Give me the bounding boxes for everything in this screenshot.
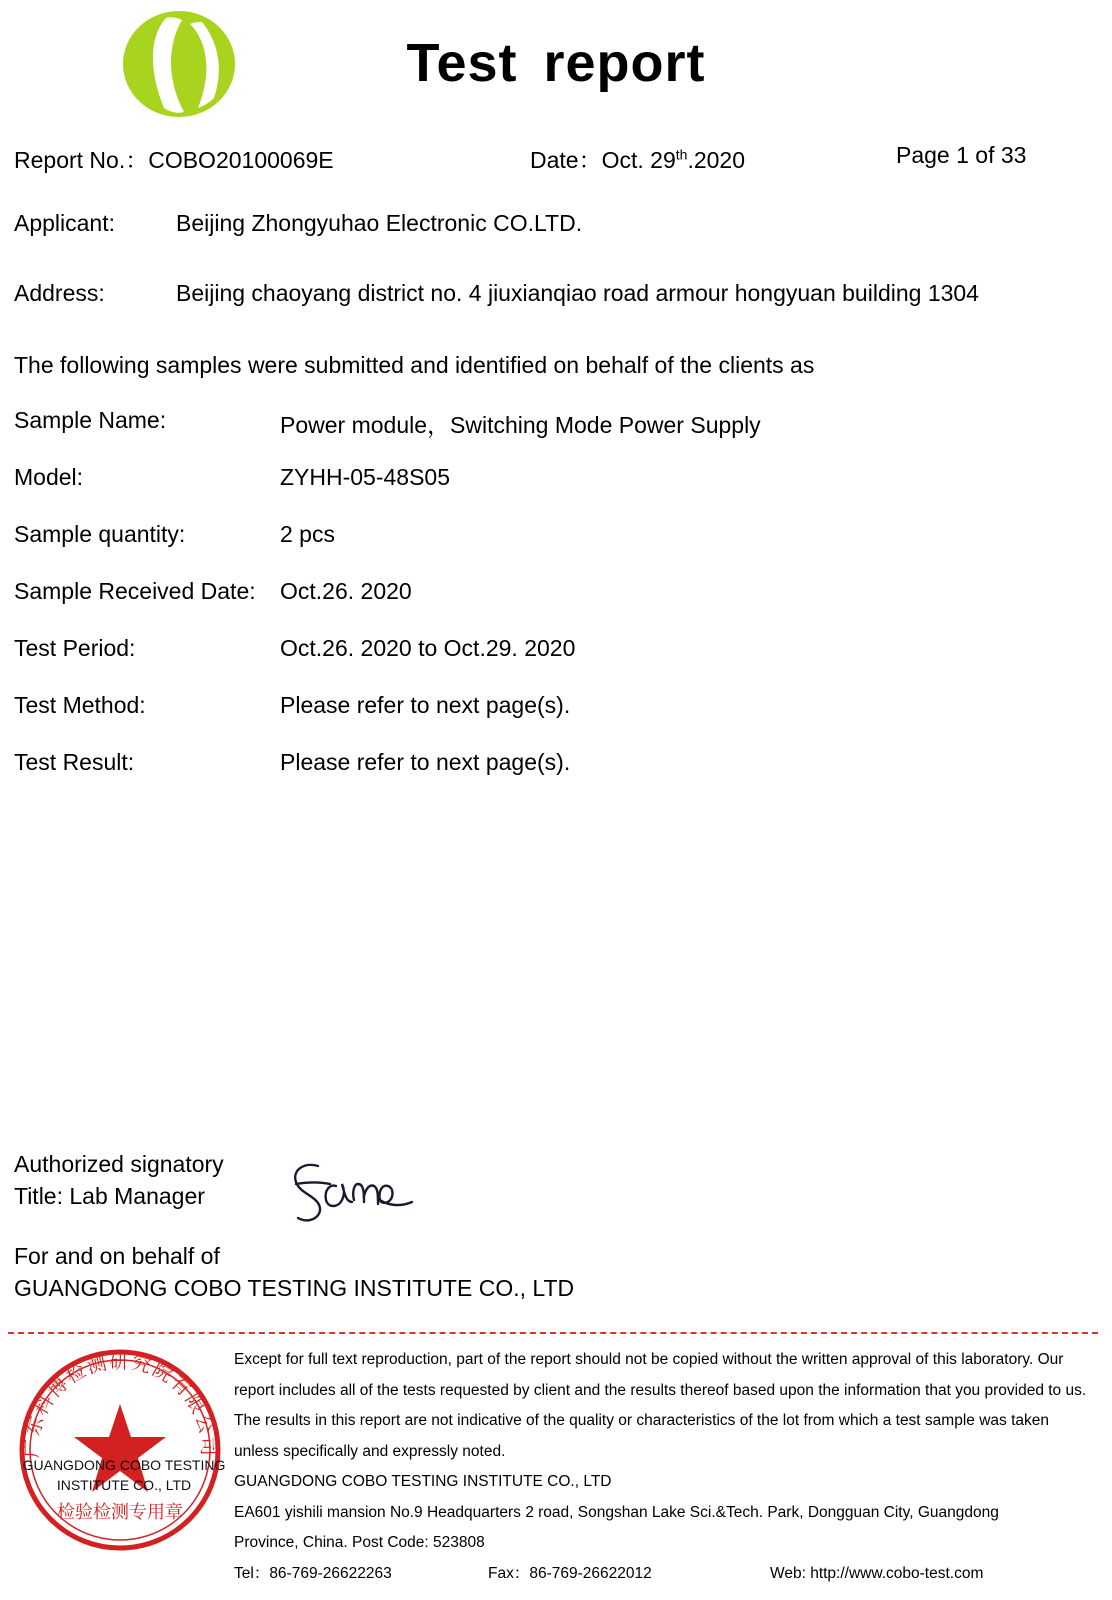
disclaimer-line-3: The results in this report are not indicative of the quality or characteristics of the lot from which a test sample was taken	[234, 1412, 1049, 1429]
stamp-text-line-1: GUANGDONG COBO TESTING	[22, 1457, 226, 1473]
test-result-value: Please refer to next page(s).	[280, 749, 571, 775]
sample-details	[8, 407, 1104, 785]
report-number-label: Report No.：	[14, 147, 149, 173]
test-result-label: Test Result:	[14, 749, 135, 775]
model-label: Model:	[14, 464, 84, 490]
report-meta-row	[8, 142, 1104, 188]
behalf-line-1: For and on behalf of	[14, 1243, 220, 1269]
title-word-test: Test	[406, 33, 518, 93]
address-value: Beijing chaoyang district no. 4 jiuxianqiao road armour hongyuan building 1304	[176, 280, 979, 306]
footer-text	[234, 1347, 1090, 1585]
sample-received-date-row	[8, 578, 1104, 614]
official-stamp	[12, 1342, 228, 1558]
test-method-row	[8, 692, 1104, 728]
footer-contact-row	[234, 1561, 1090, 1585]
report-date-ordinal: th	[675, 146, 688, 163]
applicant-row	[8, 210, 1104, 246]
test-result-row	[8, 749, 1104, 785]
applicant-block	[8, 210, 1104, 316]
test-method-label: Test Method:	[14, 692, 146, 718]
stamp-text-line-2: INSTITUTE CO., LTD	[56, 1477, 192, 1493]
behalf-line-2: GUANGDONG COBO TESTING INSTITUTE CO., LTD	[14, 1275, 575, 1301]
disclaimer-line-4: unless specifically and expressly noted.	[234, 1442, 506, 1460]
test-period-value: Oct.26. 2020 to Oct.29. 2020	[280, 635, 576, 661]
disclaimer-line-2: report includes all of the tests requested by client and the results thereof based upon the information that you provided to us.	[234, 1381, 1087, 1399]
authorized-signatory-label: Authorized signatory	[14, 1151, 224, 1177]
sample-name-value: Power module，Switching Mode Power Supply	[280, 412, 761, 438]
footer-web[interactable]: Web: http://www.cobo-test.com	[770, 1564, 984, 1582]
address-label: Address:	[14, 280, 105, 306]
footer-company: GUANGDONG COBO TESTING INSTITUTE CO., LTD	[234, 1473, 612, 1490]
footer-fax: Fax：86-769-26622012	[488, 1564, 652, 1582]
report-date-value: Oct. 29	[601, 147, 676, 173]
report-date-label: Date：	[530, 147, 602, 173]
sample-quantity-row	[8, 521, 1104, 557]
handwritten-signature	[288, 1156, 428, 1226]
page-title	[8, 32, 1104, 94]
page-number: Page 1 of 33	[896, 142, 1027, 168]
footer-address-line-1: EA601 yishili mansion No.9 Headquarters 2 road, Songshan Lake Sci.&Tech. Park, Dongguan City, Guangdong	[234, 1503, 999, 1521]
report-number	[14, 142, 334, 175]
behalf-block	[14, 1240, 574, 1304]
test-period-label: Test Period:	[14, 635, 136, 661]
signature-block	[8, 1148, 1104, 1212]
model-value: ZYHH-05-48S05	[280, 464, 451, 490]
title-word-report: report	[543, 33, 706, 93]
svg-text:检验检测专用章: 检验检测专用章	[57, 1502, 183, 1523]
model-row	[8, 464, 1104, 500]
sample-name-row	[8, 407, 1104, 443]
sample-received-date-label: Sample Received Date:	[14, 578, 256, 604]
sample-quantity-value: 2 pcs	[280, 521, 335, 547]
document-header	[8, 0, 1104, 130]
test-method-value: Please refer to next page(s).	[280, 692, 571, 718]
submission-statement: The following samples were submitted and identified on behalf of the clients as	[14, 352, 815, 378]
report-date	[530, 142, 745, 175]
sample-name-label: Sample Name:	[14, 407, 167, 433]
report-number-value: COBO20100069E	[148, 147, 334, 173]
applicant-label: Applicant:	[14, 210, 116, 236]
footer-tel: Tel：86-769-26622263	[234, 1564, 392, 1582]
report-date-year: .2020	[687, 147, 745, 173]
footer-address-line-2: Province, China. Post Code: 523808	[234, 1534, 485, 1551]
svg-text:广东科博检测研究院有限公司: 广东科博检测研究院有限公司	[20, 1351, 220, 1459]
address-row	[8, 280, 1104, 316]
sample-received-date-value: Oct.26. 2020	[280, 578, 412, 604]
disclaimer-line-1: Except for full text reproduction, part of the report should not be copied without the written approval of this laboratory. Our	[234, 1351, 1064, 1368]
sample-quantity-label: Sample quantity:	[14, 521, 186, 547]
test-period-row	[8, 635, 1104, 671]
footer-divider	[8, 1332, 1098, 1334]
applicant-value: Beijing Zhongyuhao Electronic CO.LTD.	[176, 210, 583, 236]
signatory-title-label: Title: Lab Manager	[14, 1183, 205, 1209]
